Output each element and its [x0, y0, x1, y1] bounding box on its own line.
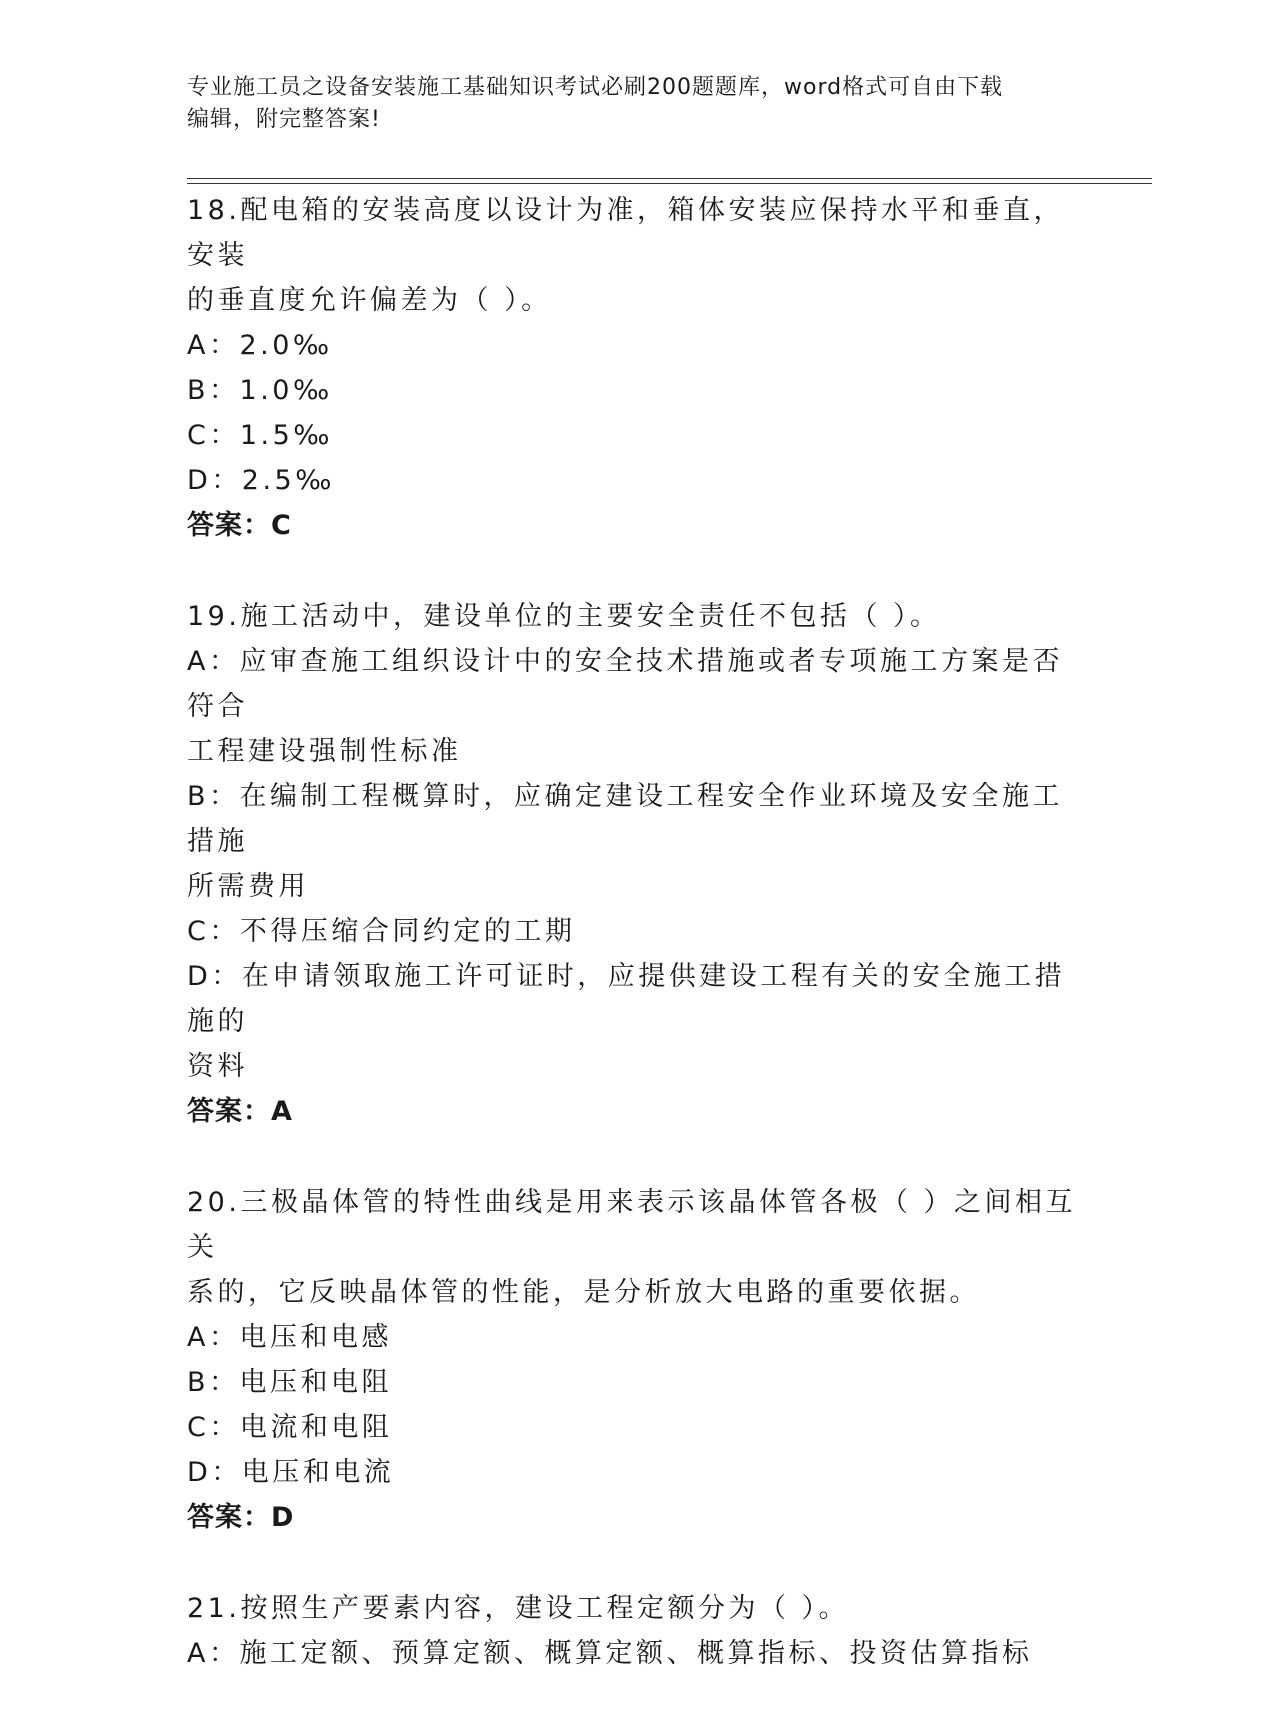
question-stem: 21.按照生产要素内容，建设工程定额分为（ ）。 [187, 1593, 850, 1624]
option-b: B：在编制工程概算时，应确定建设工程安全作业环境及安全施工措施 [187, 781, 1064, 857]
answer: 答案：C [187, 510, 292, 541]
option-a: A：2.0‰ [187, 330, 333, 361]
option-b-continued: 所需费用 [187, 871, 309, 902]
option-d: D：2.5‰ [187, 465, 335, 496]
question-stem: 20.三极晶体管的特性曲线是用来表示该晶体管各极（ ）之间相互关 [187, 1187, 1077, 1263]
question-stem: 18.配电箱的安装高度以设计为准，箱体安装应保持水平和垂直，安装 [187, 195, 1064, 271]
header-divider-bottom [187, 183, 1152, 184]
option-b: B：电压和电阻 [187, 1367, 393, 1398]
question-19 [187, 594, 1087, 1134]
option-c: C：电流和电阻 [187, 1412, 393, 1443]
option-a-continued: 工程建设强制性标准 [187, 736, 462, 767]
header-line-1: 专业施工员之设备安装施工基础知识考试必刷200题题库，word格式可自由下载 [187, 75, 1004, 100]
answer: 答案：D [187, 1502, 295, 1533]
option-c: C：不得压缩合同约定的工期 [187, 916, 576, 947]
option-d-continued: 资料 [187, 1051, 248, 1082]
question-21 [187, 1586, 1087, 1676]
header-divider-top [187, 178, 1152, 179]
option-d: D：电压和电流 [187, 1457, 395, 1488]
option-d: D：在申请领取施工许可证时，应提供建设工程有关的安全施工措施的 [187, 961, 1066, 1037]
answer: 答案：A [187, 1096, 293, 1127]
document-header [187, 72, 1087, 136]
header-line-2: 编辑，附完整答案! [187, 107, 381, 132]
question-stem-continued: 系的，它反映晶体管的性能，是分析放大电路的重要依据。 [187, 1277, 980, 1308]
option-b: B：1.0‰ [187, 375, 333, 406]
question-list [187, 188, 1087, 1722]
option-a: A：应审查施工组织设计中的安全技术措施或者专项施工方案是否符合 [187, 646, 1063, 722]
option-c: C：1.5‰ [187, 420, 334, 451]
option-a: A：施工定额、预算定额、概算定额、概算指标、投资估算指标 [187, 1638, 1033, 1669]
option-a: A：电压和电感 [187, 1322, 392, 1353]
question-stem: 19.施工活动中，建设单位的主要安全责任不包括（ ）。 [187, 601, 941, 632]
question-18 [187, 188, 1087, 548]
question-20 [187, 1180, 1087, 1540]
question-stem-continued: 的垂直度允许偏差为（ ）。 [187, 285, 552, 316]
